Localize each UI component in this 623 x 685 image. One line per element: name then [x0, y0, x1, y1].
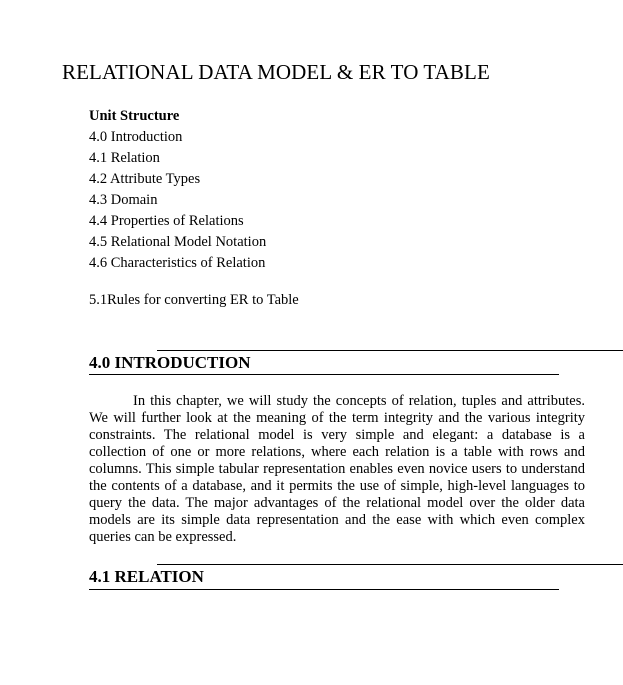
section-heading-relation: 4.1 RELATION [89, 567, 204, 586]
section-rule-top [157, 564, 623, 565]
toc-item-relation: 4.1 Relation [89, 150, 160, 166]
section-heading-introduction: 4.0 INTRODUCTION [89, 353, 251, 372]
toc-item-properties-of-relations: 4.4 Properties of Relations [89, 213, 244, 229]
toc-item-introduction: 4.0 Introduction [89, 129, 183, 145]
introduction-paragraph: In this chapter, we will study the concepts of relation, tuples and attributes. We will further look at the meaning of the term integrity and the various integrity constraints. The relational model is very simple and elegant: a database is a collection of one or more relations, where each relation is a table with rows and columns. This simple tabular representation enables even novice users to understand the contents of a database, and it permits the use of simple, high-level languages to query the data. The major advantages of the relational model over the older data models are its simple data representation and the ease with which even complex queries can be expressed. [89, 393, 585, 545]
toc-item-attribute-types: 4.2 Attribute Types [89, 171, 201, 187]
unit-structure [89, 106, 266, 274]
unit-structure-heading: Unit Structure [89, 108, 180, 124]
section-rule-bottom [89, 374, 559, 375]
toc-item-domain: 4.3 Domain [89, 192, 158, 208]
toc-item-characteristics-of-relation: 4.6 Characteristics of Relation [89, 255, 266, 271]
toc-item-er-to-table-rules: 5.1Rules for converting ER to Table [89, 292, 299, 308]
toc-item-relational-model-notation: 4.5 Relational Model Notation [89, 234, 267, 250]
section-rule-bottom [89, 589, 559, 590]
chapter-title: RELATIONAL DATA MODEL & ER TO TABLE [62, 60, 490, 84]
section-rule-top [157, 350, 623, 351]
